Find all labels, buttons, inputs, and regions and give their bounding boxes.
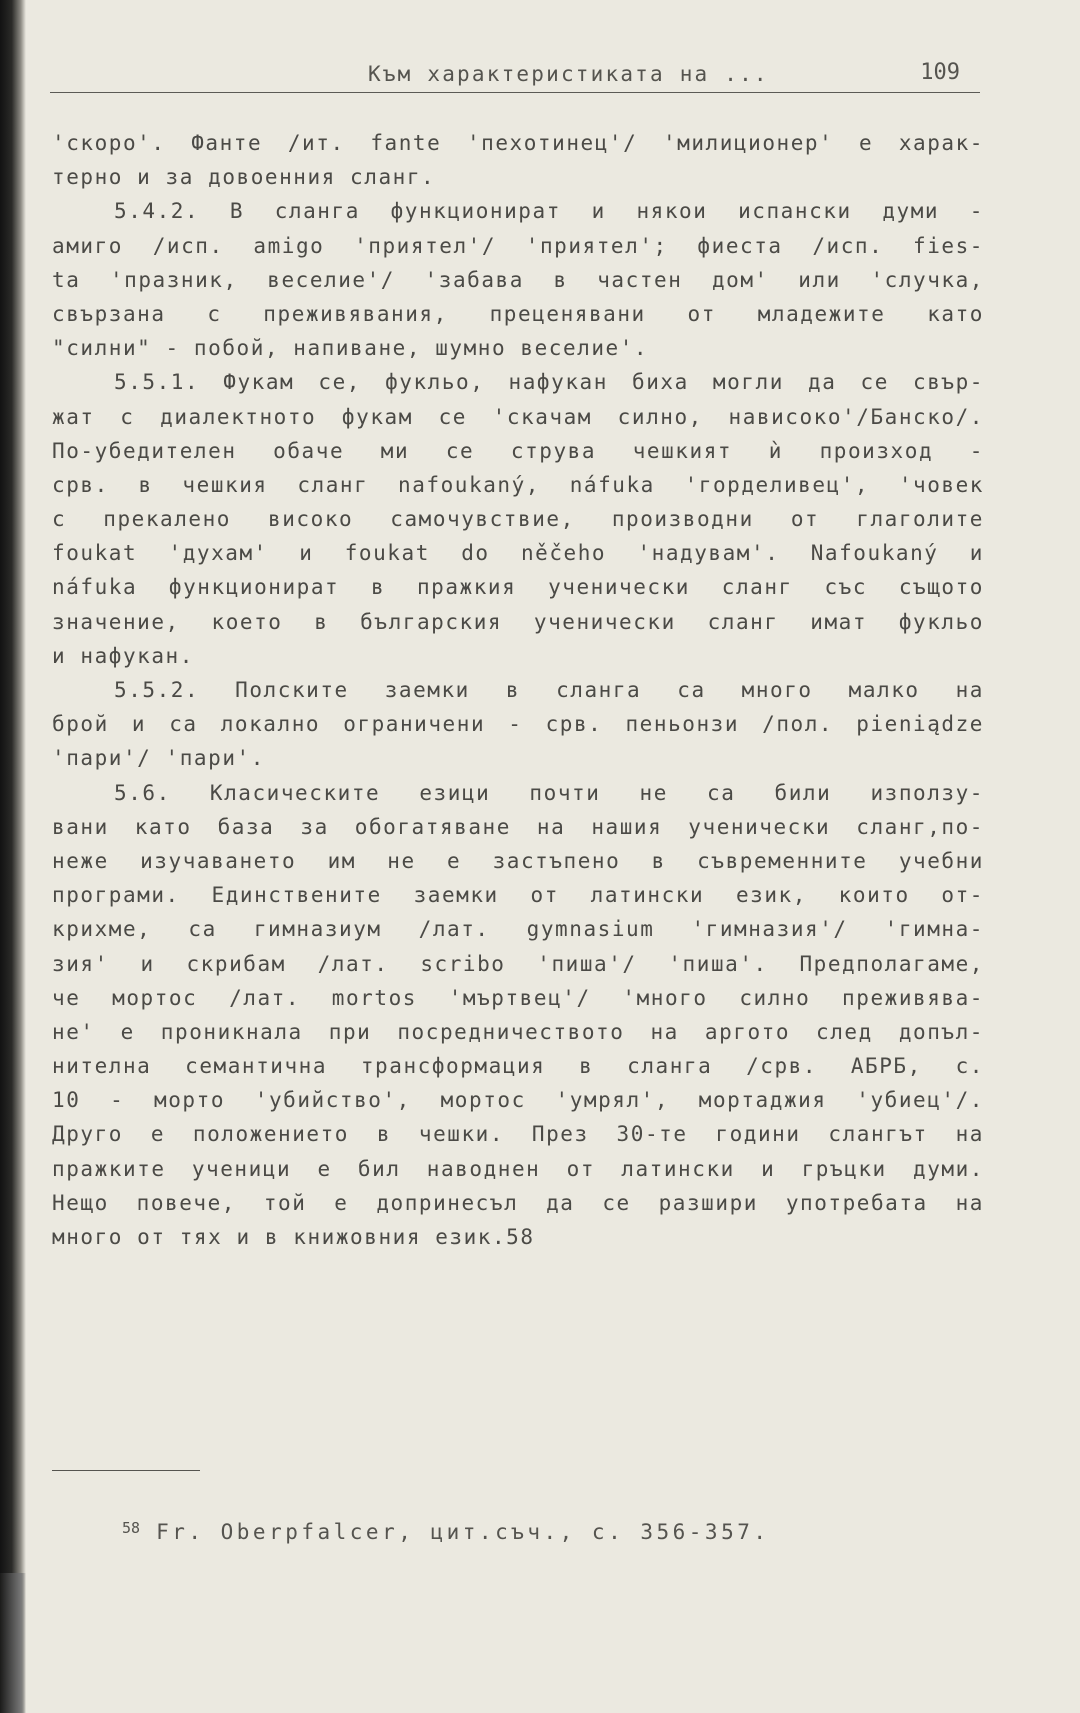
text-line: значение, което в българския ученически сланг имат фукльо <box>52 609 984 634</box>
text-line: ta 'празник, веселие'/ 'забава в частен дом' или 'случка, <box>52 267 984 292</box>
page-binding-edge <box>0 0 26 1713</box>
text-line: зия' и скрибам /лат. scribo 'пиша'/ 'пиша'. Предполагаме, <box>52 951 984 976</box>
footnote <box>122 1520 770 1544</box>
text-line: свързана с преживявания, преценявани от младежите като <box>52 301 984 326</box>
text-line: крихме, са гимназиум /лат. gymnasium 'гимназия'/ 'гимна- <box>52 917 984 942</box>
text-line: терно и за довоенния сланг. <box>52 165 436 190</box>
text-line: вани като база за обогатяване на нашия ученически сланг,по- <box>52 814 984 839</box>
text-line: 5.5.1. Фукам се, фукльо, нафукан биха могли да се свър- <box>114 370 984 395</box>
text-line: 'скоро'. Фанте /ит. fante 'пехотинец'/ 'милиционер' е харак- <box>52 131 984 155</box>
running-title: Към характеристиката на ... <box>368 62 769 86</box>
text-line: не' е проникнала при посредничеството на аргото след допъл- <box>52 1019 984 1044</box>
page-number: 109 <box>920 60 960 85</box>
text-line: срв. в чешкия сланг nafoukaný, náfuka 'горделивец', 'човек <box>52 472 984 497</box>
text-line: че мортос /лат. mortos 'мъртвец'/ 'много силно преживява- <box>52 985 984 1010</box>
footnote-text: Fr. Oberpfalcer, цит.съч., с. 356-357. <box>156 1520 770 1544</box>
footnote-rule <box>52 1470 200 1471</box>
text-line: нителна семантична трансформация в сланга /срв. АБРБ, с. <box>52 1054 984 1079</box>
text-line: жат с диалектното фукам се 'скачам силно, нависоко'/Банско/. <box>52 404 984 429</box>
body-text <box>52 126 984 1254</box>
text-line: náfuka функционират в пражкия ученически сланг със същото <box>52 575 984 600</box>
text-line: foukat 'духам' и foukat do něčeho 'надувам'. Nafoukaný и <box>52 541 984 566</box>
text-line: 5.5.2. Полските заемки в сланга са много малко на <box>114 678 984 702</box>
text-line: Друго е положението в чешки. През 30-те години слангът на <box>52 1122 984 1147</box>
page-header <box>50 58 980 93</box>
page-binding-shadow <box>0 1573 26 1713</box>
text-line: амиго /исп. amigo 'приятел'/ 'приятел'; фиеста /исп. fies- <box>52 233 984 258</box>
text-line: брой и са локално ограничени - срв. пеньонзи /пол. pieniądze <box>52 712 984 737</box>
text-line: пражките ученици е бил наводнен от латински и гръцки думи. <box>52 1156 984 1181</box>
text-line: 5.6. Класическите езици почти не са били използу- <box>114 780 984 805</box>
text-line: 'пари'/ 'пари'. <box>52 746 265 771</box>
text-line: По-убедителен обаче ми се струва чешкият ѝ произход - <box>52 438 984 463</box>
text-line: 5.4.2. В сланга функционират и някои испански думи - <box>114 199 984 224</box>
text-line: програми. Единствените заемки от латински език, които от- <box>52 883 984 908</box>
text-line: "силни" - побой, напиване, шумно веселие'. <box>52 336 649 361</box>
text-line: с прекалено високо самочувствие, производни от глаголите <box>52 507 984 532</box>
text-line: и нафукан. <box>52 643 194 668</box>
text-line: Нещо повече, той е допринесъл да се разшири употребата на <box>52 1190 984 1215</box>
text-line: неже изучаването им не е застъпено в съвременните учебни <box>52 848 984 873</box>
text-line: много от тях и в книжовния език.58 <box>52 1225 535 1249</box>
footnote-number: 58 <box>122 1519 141 1537</box>
text-line: 10 - морто 'убийство', мортос 'умрял', мортаджия 'убиец'/. <box>52 1088 984 1113</box>
